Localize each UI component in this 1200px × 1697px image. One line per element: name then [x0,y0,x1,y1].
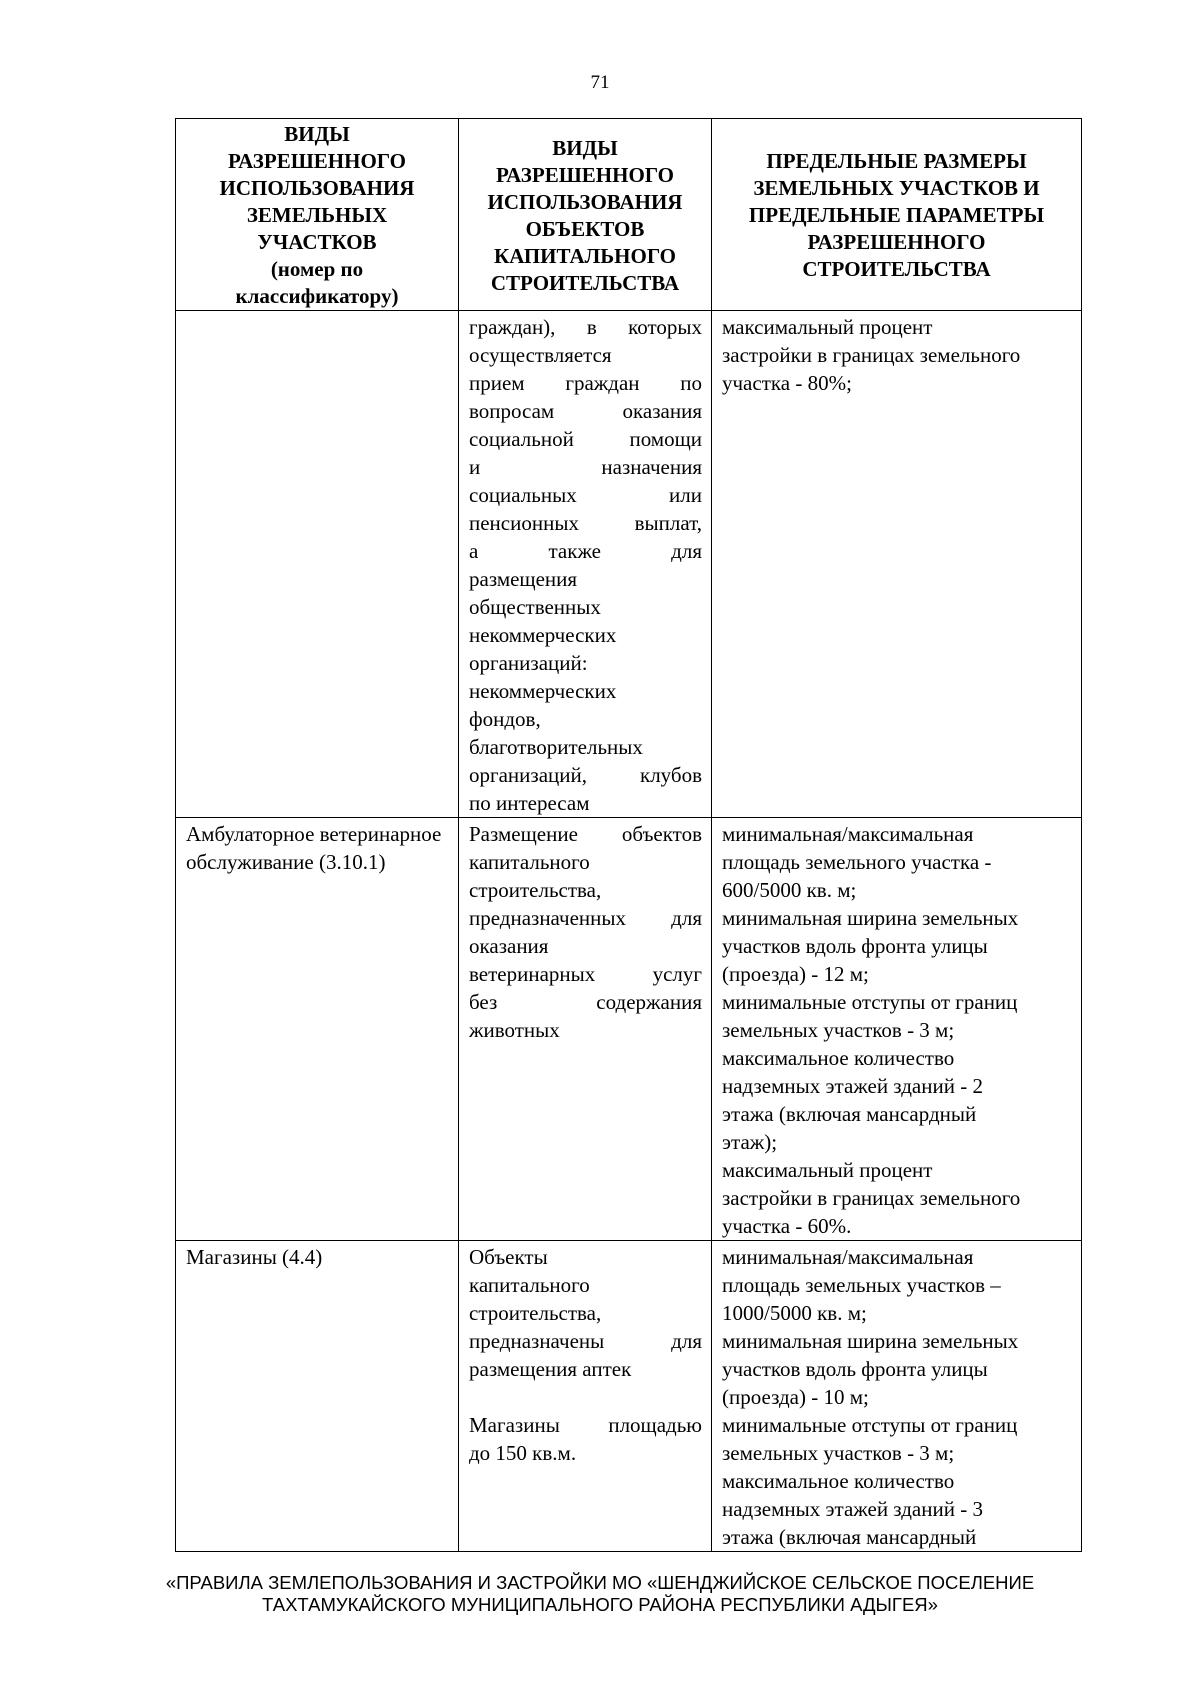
header-capital-objects-title: ВИДЫ РАЗРЕШЕННОГО ИСПОЛЬЗОВАНИЯ ОБЪЕКТОВ КАПИТАЛЬНОГО СТРОИТЕЛЬСТВА [487,135,683,295]
header-limit-parameters-title: ПРЕДЕЛЬНЫЕ РАЗМЕРЫ ЗЕМЕЛЬНЫХ УЧАСТКОВ И ПРЕДЕЛЬНЫЕ ПАРАМЕТРЫ РАЗРЕШЕННОГО СТРОИТЕЛЬСТВА [748,149,1045,281]
parameters-text-line: минимальная/максимальная [722,1245,974,1269]
objects-text-line: пенсионных выплат, [469,511,702,535]
objects-text-line: Объекты [469,1245,548,1269]
objects-text-line: а также для [469,539,702,563]
parameters-text-line: максимальное количество [722,1469,955,1493]
parameters-text-line: максимальный процент [722,1158,933,1182]
objects-text-line: некоммерческих [469,679,617,703]
parameters-text-line: застройки в границах земельного [722,343,1021,367]
header-land-use-title: ВИДЫ РАЗРЕШЕННОГО ИСПОЛЬЗОВАНИЯ ЗЕМЕЛЬНЫХ УЧАСТКОВ [219,122,415,254]
parameters-text-line: 1000/5000 кв. м; [722,1301,867,1325]
document-footer [0,1572,1200,1616]
objects-text-line: фондов, [469,707,541,731]
objects-text-line: строительства, [469,1301,602,1325]
cell-capital-objects [459,1241,712,1552]
objects-text-line: Магазины площадью [469,1413,702,1437]
footer-line-2: ТАХТАМУКАЙСКОГО МУНИЦИПАЛЬНОГО РАЙОНА РЕСПУБЛИКИ АДЫГЕЯ» [262,1594,938,1615]
objects-text-line: без содержания [469,990,702,1014]
parameters-text-line: 600/5000 кв. м; [722,878,857,902]
objects-text-line: организаций, клубов [469,763,702,787]
parameters-text-line: участка - 80%; [722,371,852,395]
table-header-row [176,119,1082,311]
cell-limit-parameters [712,818,1082,1241]
parameters-text-line: участка - 60%. [722,1214,852,1238]
parameters-text-line: этаж); [722,1130,778,1154]
objects-text-line: капитального [469,1273,590,1297]
objects-text-line: капитального [469,850,590,874]
objects-text-line: по интересам [469,791,590,815]
parameters-text-line: максимальное количество [722,1046,955,1070]
parameters-text-line: надземных этажей зданий - 2 [722,1074,983,1098]
cell-land-use-type [176,311,459,818]
parameters-text-line: минимальная ширина земельных [722,906,1019,930]
parameters-text-line: минимальные отступы от границ [722,990,1018,1014]
table-row [176,311,1082,818]
parameters-text-line: земельных участков - 3 м; [722,1018,955,1042]
objects-text-line: размещения [469,567,578,591]
cell-limit-parameters [712,311,1082,818]
parameters-text-line: максимальный процент [722,315,933,339]
parameters-text-line: (проезда) - 12 м; [722,962,869,986]
objects-text-line: вопросам оказания [469,399,702,423]
parameters-text-line: земельных участков - 3 м; [722,1441,955,1465]
footer-line-1: «ПРАВИЛА ЗЕМЛЕПОЛЬЗОВАНИЯ И ЗАСТРОЙКИ МО «ШЕНДЖИЙСКОЕ СЕЛЬСКОЕ ПОСЕЛЕНИЕ [165,1572,1035,1593]
parameters-text-line: участков вдоль фронта улицы [722,934,988,958]
page-number: 71 [590,72,610,93]
objects-text-line: социальной помощи [469,427,702,451]
table-row [176,1241,1082,1552]
header-capital-objects [459,119,712,311]
objects-text-line: социальных или [469,483,702,507]
parameters-text-line: (проезда) - 10 м; [722,1385,869,1409]
header-limit-parameters [712,119,1082,311]
regulations-table [175,118,1082,1552]
parameters-text-line: минимальные отступы от границ [722,1413,1018,1437]
header-land-use-types [176,119,459,311]
objects-text-line: граждан), в которых [469,315,702,339]
cell-limit-parameters [712,1241,1082,1552]
objects-text-line: ветеринарных услуг [469,962,702,986]
cell-land-use-type: Амбулаторное ветеринарное обслуживание (3.10.1) [176,818,459,1241]
objects-text-line: до 150 кв.м. [469,1441,577,1465]
objects-text-line: животных [469,1018,560,1042]
parameters-text-line: этажа (включая мансардный [722,1102,977,1126]
parameters-text-line: застройки в границах земельного [722,1186,1021,1210]
objects-text-line: общественных [469,595,601,619]
cell-land-use-type: Магазины (4.4) [176,1241,459,1552]
paragraph-gap [469,1383,702,1411]
objects-text-line: благотворительных [469,735,643,759]
objects-text-line: предназначенных для [469,906,702,930]
objects-text-line: Размещение объектов [469,822,702,846]
cell-capital-objects [459,311,712,818]
table-body [176,311,1082,1552]
table-row [176,818,1082,1241]
objects-text-line: некоммерческих [469,623,617,647]
objects-text-line: оказания [469,934,549,958]
parameters-text-line: площадь земельного участка - [722,850,992,874]
header-land-use-subtitle: (номер по классификатору) [235,257,399,308]
parameters-text-line: участков вдоль фронта улицы [722,1357,988,1381]
parameters-text-line: минимальная/максимальная [722,822,974,846]
objects-text-line: осуществляется [469,343,612,367]
objects-text-line: организаций: [469,651,588,675]
objects-text-line: размещения аптек [469,1357,632,1381]
parameters-text-line: минимальная ширина земельных [722,1329,1019,1353]
objects-text-line: строительства, [469,878,602,902]
parameters-text-line: этажа (включая мансардный [722,1525,977,1549]
parameters-text-line: площадь земельных участков – [722,1273,1001,1297]
objects-text-line: и назначения [469,455,702,479]
parameters-text-line: надземных этажей зданий - 3 [722,1497,983,1521]
cell-capital-objects [459,818,712,1241]
objects-text-line: предназначены для [469,1329,702,1353]
objects-text-line: прием граждан по [469,371,702,395]
